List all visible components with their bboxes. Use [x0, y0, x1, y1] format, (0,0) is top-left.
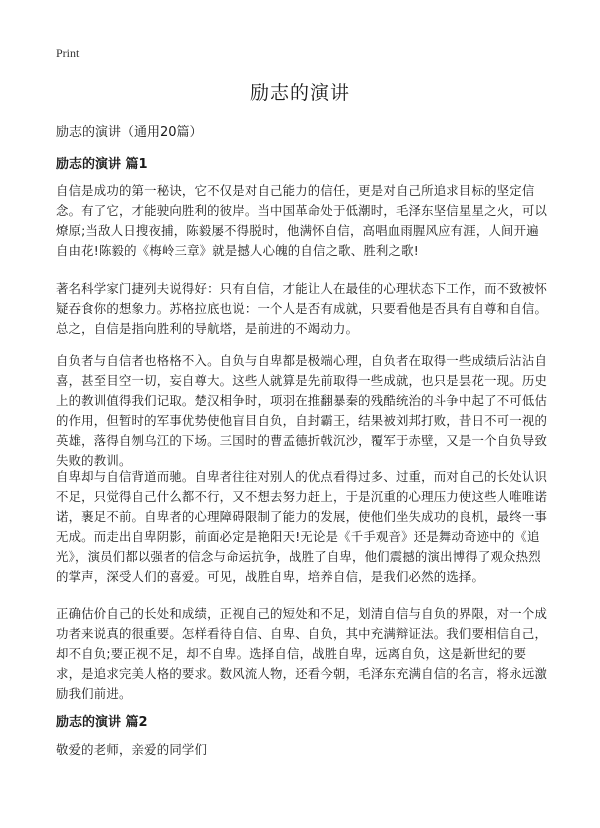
section-heading-2: 励志的演讲 篇2: [56, 715, 148, 730]
paragraph: 自卑却与自信背道而驰。自卑者往往对别人的优点看得过多、过重，而对自己的长处认识不足，只觉得自己什么都不行，又不想去努力赶上，于是沉重的心理压力使这些人唯唯诺诺，裹足不前。自卑者的心理障碍限制了能力的发展，使他们坐失成功的良机，最终一事无成。而走出自卑阴影，前面必定是艳阳天!无论是《千手观音》还是舞动奇迹中的《追光》，演员们都以强者的信念与命运抗争，战胜了自卑，他们震撼的演出博得了观众热烈的掌声，深受人们的喜爱。可见，战胜自卑，培养自信，是我们必然的选择。: [56, 469, 548, 584]
page-title: 励志的演讲: [249, 82, 350, 104]
paragraph: 著名科学家门捷列夫说得好：只有自信，才能让人在最佳的心理状态下工作，而不致被怀疑吞食你的想象力。苏格拉底也说：一个人是否有成就，只要看他是否具有自尊和自信。总之，自信是指向胜利的导航塔，是前进的不竭动力。: [56, 281, 548, 336]
paragraph: 自信是成功的第一秘诀，它不仅是对自己能力的信任，更是对自己所追求目标的坚定信念。有了它，才能驶向胜利的彼岸。当中国革命处于低潮时，毛泽东坚信星星之火，可以燎原;当敌人日搜夜捕，陈毅屡不得脱时，他满怀自信，高唱血雨腥风应有涯，人间开遍自由花!陈毅的《梅岭三章》就是撼人心魄的自信之歌、胜利之歌!: [56, 183, 548, 258]
greeting-paragraph: 敬爱的老师，亲爱的同学们: [56, 742, 208, 757]
paragraph: 正确估价自己的长处和成绩，正视自己的短处和不足，划清自信与自负的界限，对一个成功者来说真的很重要。怎样看待自信、自卑、自负，其中充满辩证法。我们要相信自己，却不自负;要正视不足，却不自卑。选择自信，战胜自卑，远离自负，这是新世纪的要求，是追求完美人格的要求。数风流人物，还看今朝，毛泽东充满自信的名言，将永远激励我们前进。: [56, 606, 548, 701]
section-heading-1: 励志的演讲 篇1: [56, 157, 148, 172]
print-link[interactable]: Print: [56, 46, 80, 60]
paragraph: 自负者与自信者也格格不入。自负与自卑都是极端心理，自负者在取得一些成绩后沾沾自喜，甚至目空一切，妄自尊大。这些人就算是先前取得一些成就，也只是昙花一现。历史上的教训值得我们记取。楚汉相争时，项羽在推翻暴秦的残酷统治的斗争中起了不可低估的作用，但暂时的军事优势使他盲目自负，自封霸王，结果被刘邦打败，昔日不可一视的英雄，落得自刎乌江的下场。三国时的曹孟德折戟沉沙，覆军于赤壁，又是一个自负导致失败的教训。: [56, 353, 548, 468]
document-subtitle: 励志的演讲（通用20篇）: [56, 125, 203, 140]
